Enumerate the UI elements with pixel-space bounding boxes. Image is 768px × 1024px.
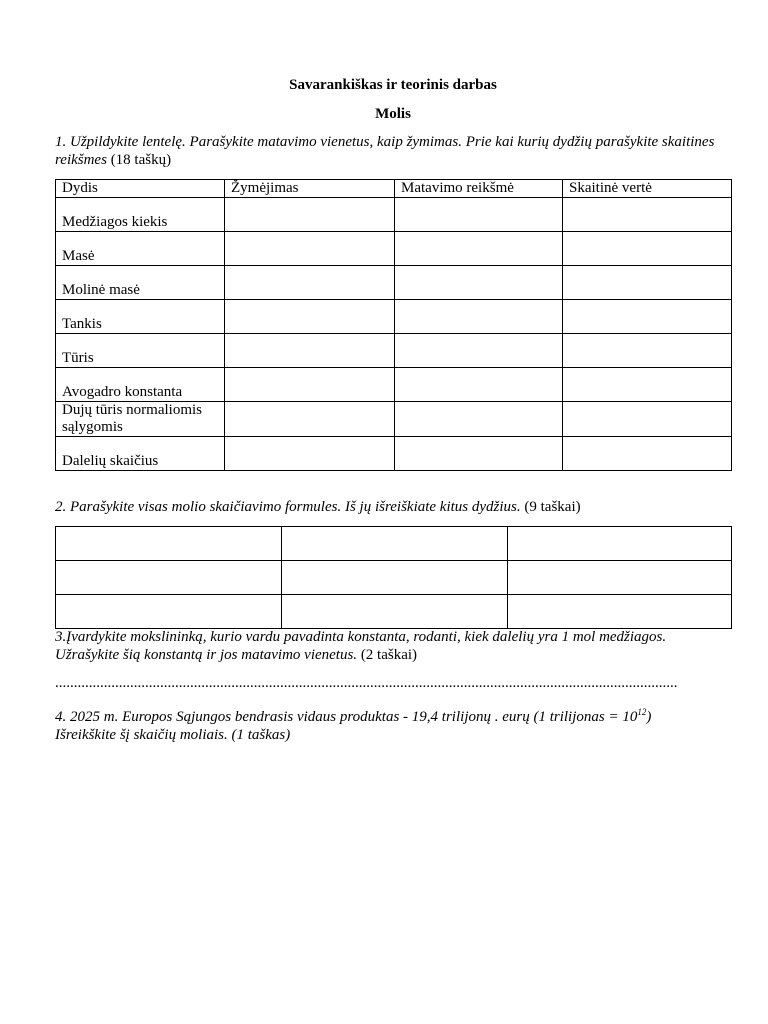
empty-answer-cell[interactable]	[508, 595, 732, 629]
header-cell: Žymėjimas	[225, 180, 395, 198]
empty-answer-cell[interactable]	[56, 595, 282, 629]
table-row	[56, 595, 732, 629]
empty-answer-cell[interactable]	[395, 437, 563, 471]
document-subheading: Molis	[375, 106, 411, 122]
task1-prompt	[55, 133, 745, 169]
empty-answer-cell[interactable]	[395, 368, 563, 402]
empty-answer-cell[interactable]	[395, 300, 563, 334]
empty-answer-cell[interactable]	[563, 232, 732, 266]
empty-answer-cell[interactable]	[225, 402, 395, 437]
empty-answer-cell[interactable]	[225, 300, 395, 334]
table-row	[56, 437, 732, 471]
table-row	[56, 266, 732, 300]
task2-prompt	[55, 498, 745, 516]
task3-text-line1: 3.Įvardykite mokslininką, kurio vardu pavadinta konstanta, rodanti, kiek dalelių yra 1 mol medžiagos.	[55, 629, 667, 645]
empty-answer-cell[interactable]	[395, 266, 563, 300]
task3-prompt	[55, 628, 745, 664]
task2-points: (9 taškai)	[524, 499, 581, 515]
row-label: Tūris	[56, 334, 225, 368]
empty-answer-cell[interactable]	[563, 437, 732, 471]
row-label: Dujų tūris normaliomis sąlygomis	[56, 402, 225, 437]
empty-answer-cell[interactable]	[225, 437, 395, 471]
task4-text-line1: 4. 2025 m. Europos Sąjungos bendrasis vidaus produktas - 19,4 trilijonų . eurų (1 trilijonas = 10	[55, 709, 638, 725]
answer-line[interactable]: ......................................................................................................................................................................	[55, 675, 678, 691]
empty-answer-cell[interactable]	[563, 266, 732, 300]
table-row	[56, 402, 732, 437]
empty-answer-cell[interactable]	[56, 527, 282, 561]
header-cell: Skaitinė vertė	[563, 180, 732, 198]
table-row	[56, 232, 732, 266]
empty-answer-cell[interactable]	[563, 402, 732, 437]
empty-answer-cell[interactable]	[563, 368, 732, 402]
table-row	[56, 527, 732, 561]
row-label: Dalelių skaičius	[56, 437, 225, 471]
empty-answer-cell[interactable]	[563, 198, 732, 232]
task4-text-end: )	[646, 709, 652, 725]
row-label: Masė	[56, 232, 225, 266]
task2-text: 2. Parašykite visas molio skaičiavimo formules. Iš jų išreiškiate kitus dydžius.	[55, 499, 521, 515]
empty-answer-cell[interactable]	[225, 368, 395, 402]
table-row	[56, 300, 732, 334]
task1-text: 1. Užpildykite lentelę. Parašykite matavimo vienetus, kaip žymimas. Prie kai kurių dydžių parašykite skaitines reikšmes	[55, 134, 715, 168]
empty-answer-cell[interactable]	[225, 266, 395, 300]
empty-answer-cell[interactable]	[282, 561, 508, 595]
empty-answer-cell[interactable]	[282, 595, 508, 629]
header-cell: Matavimo reikšmė	[395, 180, 563, 198]
table-row	[56, 561, 732, 595]
empty-answer-cell[interactable]	[225, 232, 395, 266]
empty-answer-cell[interactable]	[563, 300, 732, 334]
empty-answer-cell[interactable]	[395, 402, 563, 437]
task3-points: (2 taškai)	[360, 647, 418, 663]
task1-points: (18 taškų)	[110, 152, 172, 168]
empty-answer-cell[interactable]	[508, 561, 732, 595]
table-header-row	[56, 180, 732, 198]
row-label: Molinė masė	[56, 266, 225, 300]
empty-answer-cell[interactable]	[508, 527, 732, 561]
task2-table	[55, 526, 732, 629]
table-row	[56, 198, 732, 232]
task4-prompt	[55, 703, 745, 744]
task1-table	[55, 179, 732, 471]
empty-answer-cell[interactable]	[563, 334, 732, 368]
task3-text-line2: Užrašykite šią konstantą ir jos matavimo vienetus.	[55, 647, 358, 663]
header-cell: Dydis	[56, 180, 225, 198]
empty-answer-cell[interactable]	[225, 334, 395, 368]
task4-text-line2: Išreikškite šį skaičių moliais. (1 taškas)	[55, 727, 291, 743]
document-heading: Savarankiškas ir teorinis darbas	[289, 77, 497, 93]
row-label: Tankis	[56, 300, 225, 334]
empty-answer-cell[interactable]	[395, 198, 563, 232]
empty-answer-cell[interactable]	[395, 232, 563, 266]
table-row	[56, 334, 732, 368]
task4-exponent: 12	[637, 707, 647, 717]
table-row	[56, 368, 732, 402]
empty-answer-cell[interactable]	[56, 561, 282, 595]
row-label: Avogadro konstanta	[56, 368, 225, 402]
row-label: Medžiagos kiekis	[56, 198, 225, 232]
empty-answer-cell[interactable]	[395, 334, 563, 368]
empty-answer-cell[interactable]	[282, 527, 508, 561]
empty-answer-cell[interactable]	[225, 198, 395, 232]
